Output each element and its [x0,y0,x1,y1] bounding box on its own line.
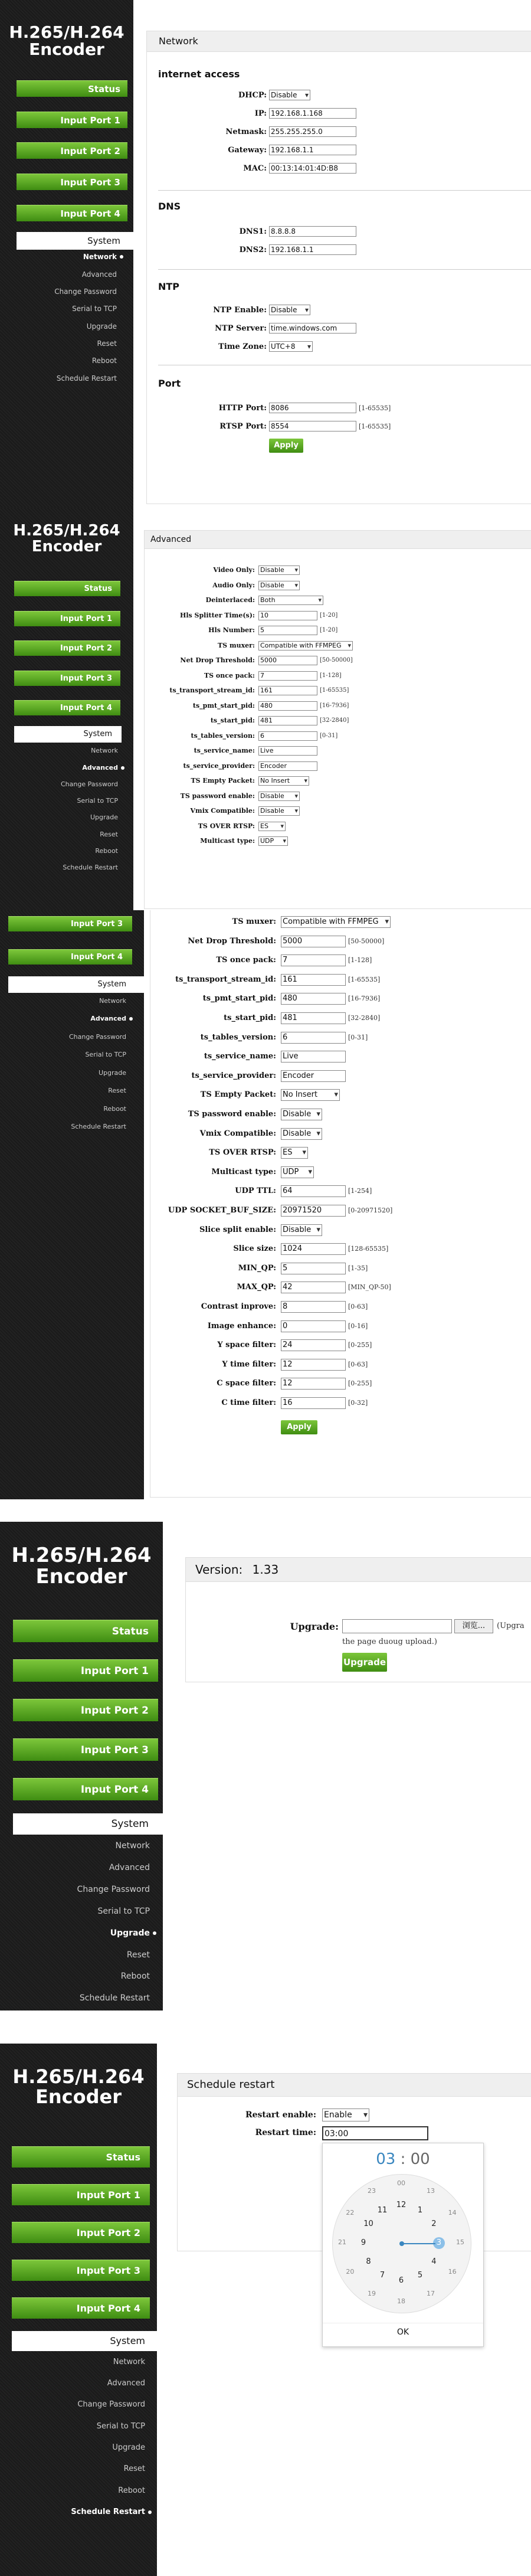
nav-input-port-3[interactable]: Input Port 3 [12,2260,150,2281]
logo-line2: Encoder [29,40,104,60]
nav-schedule-restart[interactable]: Schedule Restart [56,374,117,383]
clock-hour-option[interactable]: 19 [368,2289,376,2297]
ts-tables-version-label: ts_tables_version: [200,1032,276,1042]
ts-tables-version-input[interactable]: 6 [258,731,317,741]
apply-button[interactable]: Apply [281,1420,317,1434]
nav-change-password[interactable]: Change Password [69,1033,126,1041]
upgrade-button[interactable]: Upgrade [342,1653,387,1672]
nav-input-port-1[interactable]: Input Port 1 [12,2184,150,2205]
nav-system[interactable]: System [13,1813,163,1835]
ts-start-pid-input[interactable]: 481 [258,716,317,725]
clock-hour-option[interactable]: 7 [379,2271,385,2280]
section-port: Port [158,378,181,389]
net-drop-label: Net Drop Threshold: [188,936,276,946]
ts-stream-id-input[interactable]: 161 [258,686,317,695]
net-drop-input[interactable]: 5000 [281,936,346,947]
logo-line1: H.265/H.264 [12,2065,145,2088]
sidebar [0,910,144,1499]
nav-reset[interactable]: Reset [97,339,117,348]
nav-input-port-1[interactable]: Input Port 1 [14,611,120,626]
max-qp-hint: [MIN_QP-50] [348,1283,391,1292]
restart-enable-label: Restart enable: [245,2110,316,2120]
nav-change-password[interactable]: Change Password [54,287,117,296]
clock-hour-option[interactable]: 00 [397,2179,405,2187]
nav-upgrade[interactable]: Upgrade [86,322,117,331]
ip-label: IP: [254,109,267,118]
dns1-label: DNS1: [239,227,267,236]
clock-hour-option[interactable]: 3 [433,2237,445,2249]
nav-input-port-2[interactable]: Input Port 2 [17,142,127,159]
ts-service-provider-input[interactable]: Encoder [281,1070,346,1082]
nav-input-port-3[interactable]: Input Port 3 [17,174,127,190]
ntp-server-label: NTP Server: [215,324,267,333]
clock-hand [401,2243,435,2244]
y-time-hint: [0-63] [348,1360,368,1368]
section-internet-access: internet access [158,68,240,80]
restart-time-label: Restart time: [255,2128,316,2137]
ts-pmt-pid-input[interactable]: 480 [258,701,317,711]
nav-status[interactable]: Status [14,581,120,596]
deinterlaced-label: Deinterlaced: [205,596,255,604]
clock-hour-option[interactable]: 13 [427,2187,435,2195]
image-enhance-input[interactable]: 0 [281,1320,346,1332]
ts-service-provider-label: ts_service_provider: [191,1071,276,1080]
multicast-select[interactable]: UDP ▾ [258,836,288,846]
nav-change-password[interactable]: Change Password [61,780,118,788]
ts-stream-id-hint: [1-65535] [320,687,349,694]
hls-number-hint: [1-20] [320,627,338,633]
ts-pmt-pid-input[interactable]: 480 [281,993,346,1005]
ts-service-name-input[interactable]: Live [258,746,317,756]
y-space-hint: [0-255] [348,1341,372,1349]
panel-title [186,1558,531,1582]
ts-once-pack-input[interactable]: 7 [281,954,346,966]
screenshot-network [0,0,531,508]
clock-display [323,2150,483,2168]
nav-change-password[interactable]: Change Password [77,1885,150,1894]
file-path-input[interactable] [342,1619,452,1633]
ts-password-label: TS password enable: [188,1110,276,1119]
udp-buf-hint: [0-20971520] [348,1207,393,1214]
app-logo [0,1545,163,1587]
c-time-hint: [0-32] [348,1399,368,1407]
logo-line1: H.265/H.264 [13,522,120,540]
clock-hour-option[interactable]: 21 [338,2238,346,2246]
nav-network[interactable]: Network [113,2358,145,2366]
clock-hour-option[interactable]: 18 [397,2297,405,2305]
gateway-input[interactable]: 192.168.1.1 [269,145,356,155]
nav-serial-to-tcp[interactable]: Serial to TCP [77,797,118,805]
nav-input-port-3[interactable]: Input Port 3 [8,916,132,931]
nav-reset[interactable]: Reset [100,831,118,838]
http-port-hint: [1-65535] [359,404,391,412]
slice-split-select[interactable]: Disable ▾ [281,1224,322,1236]
ts-once-pack-hint: [1-128] [320,672,342,679]
audio-only-label: Audio Only: [212,581,255,589]
ts-once-pack-hint: [1-128] [348,956,372,965]
sidebar [0,2044,157,2576]
ts-over-rtsp-select[interactable]: ES ▾ [258,822,286,831]
udp-ttl-input[interactable]: 64 [281,1185,346,1197]
ts-service-name-label: ts_service_name: [194,747,255,754]
udp-ttl-label: UDP TTL: [235,1186,276,1196]
section-dns: DNS [158,201,181,212]
net-drop-hint: [50-50000] [320,657,353,663]
restart-enable-select[interactable]: Enable ▾ [322,2108,369,2121]
ts-pmt-pid-hint: [16-7936] [320,702,349,709]
app-logo [0,2067,157,2107]
sidebar [0,1522,163,2011]
nav-input-port-4[interactable]: Input Port 4 [17,205,127,221]
nav-input-port-3[interactable]: Input Port 3 [14,671,120,686]
http-port-input[interactable]: 8086 [269,403,356,413]
ts-muxer-label: TS muxer: [232,917,276,926]
image-enhance-hint: [0-16] [348,1322,368,1330]
multicast-label: Multicast type: [211,1167,276,1176]
hls-time-input[interactable]: 10 [258,611,317,620]
multicast-label: Multicast type: [200,837,255,845]
logo-line1: H.265/H.264 [11,1544,152,1567]
upgrade-hint-tail: (Upgra [497,1622,525,1630]
nav-upgrade[interactable]: Upgrade [98,1069,126,1077]
c-space-label: C space filter: [217,1379,276,1388]
contrast-input[interactable]: 8 [281,1301,346,1313]
udp-ttl-hint: [1-254] [348,1187,372,1195]
panel-title: Schedule restart [178,2074,531,2097]
screenshot-upgrade [0,1522,531,2011]
divider [158,269,531,270]
nav-input-port-2[interactable]: Input Port 2 [14,640,120,656]
section-ntp: NTP [158,281,180,292]
y-space-input[interactable]: 24 [281,1339,346,1351]
net-drop-input[interactable]: 5000 [258,656,317,665]
hls-time-hint: [1-20] [320,612,338,619]
ts-empty-packet-label: TS Empty Packet: [200,1090,276,1100]
ts-start-pid-hint: [32-2840] [320,717,349,724]
nav-schedule-restart[interactable]: Schedule Restart [71,2508,145,2516]
nav-network[interactable]: Network [91,747,118,754]
version-label: Version: [195,1562,243,1577]
clock-hour-option[interactable]: 9 [360,2238,366,2247]
netmask-label: Netmask: [225,128,267,136]
ts-service-provider-input[interactable]: Encoder [258,761,317,771]
nav-input-port-1[interactable]: Input Port 1 [17,112,127,128]
nav-network[interactable]: Network [99,997,126,1005]
netmask-input[interactable]: 255.255.255.0 [269,126,356,137]
vmix-select[interactable]: Disable ▾ [258,806,300,816]
nav-input-port-4[interactable]: Input Port 4 [14,700,120,715]
nav-input-port-4[interactable]: Input Port 4 [13,1778,158,1800]
udp-buf-input[interactable]: 20971520 [281,1205,346,1217]
nav-change-password[interactable]: Change Password [77,2400,145,2409]
vmix-label: Vmix Compatible: [199,1129,276,1138]
c-space-input[interactable]: 12 [281,1378,346,1390]
video-only-label: Video Only: [213,566,255,574]
ts-pmt-pid-hint: [16-7936] [348,995,381,1003]
panel-title: Network [147,31,531,52]
clock-hour-option[interactable]: 22 [346,2209,355,2217]
hls-number-label: Hls Number: [208,626,255,634]
nav-input-port-3[interactable]: Input Port 3 [13,1738,158,1761]
nav-system[interactable]: System [17,232,133,250]
slice-size-hint: [128-65535] [348,1245,389,1253]
nav-status[interactable]: Status [17,80,127,97]
nav-system[interactable]: System [14,726,122,743]
nav-system[interactable]: System [8,976,144,993]
nav-upgrade[interactable]: Upgrade [90,813,118,821]
nav-advanced[interactable]: Advanced [90,1015,126,1022]
contrast-label: Contrast inprove: [201,1302,276,1311]
net-drop-label: Net Drop Threshold: [180,656,255,664]
ts-pmt-pid-label: ts_pmt_start_pid: [192,701,255,710]
min-qp-input[interactable]: 5 [281,1263,346,1274]
nav-serial-to-tcp[interactable]: Serial to TCP [96,2422,145,2431]
vmix-label: Vmix Compatible: [190,807,255,815]
net-drop-hint: [50-50000] [348,937,385,945]
ntp-server-input[interactable]: time.windows.com [269,323,356,334]
sidebar [0,508,133,910]
ts-service-provider-label: ts_service_provider: [183,761,255,770]
vmix-select[interactable]: Disable ▾ [281,1128,322,1140]
nav-advanced[interactable]: Advanced [109,1863,150,1872]
udp-buf-label: UDP SOCKET_BUF_SIZE: [168,1206,276,1215]
rtsp-port-label: RTSP Port: [219,422,267,431]
dns2-label: DNS2: [239,246,267,254]
clock-hour-option[interactable]: 16 [448,2268,457,2276]
clock-center-dot [399,2241,404,2246]
ts-muxer-label: TS muxer: [217,641,255,649]
panel-title: Advanced [145,531,531,549]
c-space-hint: [0-255] [348,1379,372,1388]
max-qp-input[interactable]: 42 [281,1282,346,1293]
logo-line1: H.265/H.264 [9,22,124,42]
ts-pmt-pid-label: ts_pmt_start_pid: [202,994,276,1003]
nav-upgrade[interactable]: Upgrade [112,2443,145,2452]
nav-input-port-4[interactable]: Input Port 4 [12,2297,150,2319]
clock-hour-option[interactable]: 6 [398,2276,404,2285]
nav-status[interactable]: Status [12,2146,150,2168]
clock-hour-option[interactable]: 2 [431,2219,437,2228]
nav-upgrade[interactable]: Upgrade [110,1928,150,1938]
nav-status[interactable]: Status [13,1620,158,1642]
ts-once-pack-label: TS once pack: [216,956,276,965]
nav-reboot[interactable]: Reboot [120,1972,150,1981]
image-enhance-label: Image enhance: [207,1321,276,1331]
nav-input-port-1[interactable]: Input Port 1 [13,1659,158,1682]
dhcp-select[interactable]: Disable ▾ [269,90,310,100]
nav-reset[interactable]: Reset [126,1950,150,1960]
c-time-label: C time filter: [221,1398,276,1407]
clock-hour-option[interactable]: 20 [346,2268,355,2276]
contrast-hint: [0-63] [348,1303,368,1310]
clock-picker [322,2143,484,2347]
app-logo [0,24,133,58]
ts-stream-id-hint: [1-65535] [348,975,381,983]
slice-split-label: Slice split enable: [199,1225,276,1234]
clock-minute[interactable]: 00 [410,2150,430,2168]
ts-stream-id-label: ts_transport_stream_id: [175,975,276,984]
mac-label: MAC: [243,164,267,173]
nav-serial-to-tcp[interactable]: Serial to TCP [85,1051,126,1058]
ts-password-select[interactable]: Disable ▾ [258,792,300,801]
dns1-input[interactable]: 8.8.8.8 [269,226,356,237]
nav-input-port-2[interactable]: Input Port 2 [12,2222,150,2243]
clock-hour-option[interactable]: 12 [396,2201,407,2209]
nav-advanced[interactable]: Advanced [107,2379,145,2388]
nav-schedule-restart[interactable]: Schedule Restart [63,864,118,871]
restart-time-input[interactable]: 03:00 [322,2126,428,2140]
nav-reboot[interactable]: Reboot [91,357,117,365]
logo-line2: Encoder [31,538,102,556]
ts-start-pid-label: ts_start_pid: [210,717,255,724]
slice-size-label: Slice size: [233,1244,276,1254]
logo-line2: Encoder [35,2085,122,2108]
ts-password-label: TS password enable: [180,792,255,800]
deinterlaced-select[interactable]: Both ▾ [258,596,323,605]
ts-tables-version-hint: [0-31] [320,732,338,739]
version-value: 1.33 [252,1562,279,1577]
upgrade-hint: the page duoug upload.) [342,1637,437,1646]
nav-advanced[interactable]: Advanced [82,764,118,772]
audio-only-select[interactable]: Disable ▾ [258,581,300,590]
ts-empty-packet-label: TS Empty Packet: [191,777,255,784]
ts-once-pack-input[interactable]: 7 [258,671,317,681]
nav-serial-to-tcp[interactable]: Serial to TCP [97,1907,150,1916]
nav-network[interactable]: Network [83,253,117,261]
sidebar [0,0,133,508]
clock-hour[interactable]: 03 [376,2150,396,2168]
video-only-select[interactable]: Disable ▾ [258,565,300,575]
min-qp-label: MIN_QP: [238,1263,276,1273]
nav-reset[interactable]: Reset [108,1087,126,1094]
clock-separator: : [400,2150,406,2168]
nav-schedule-restart[interactable]: Schedule Restart [71,1123,126,1130]
clock-hour-option[interactable]: 8 [366,2257,371,2266]
clock-hour-option[interactable]: 1 [417,2205,423,2215]
logo-line2: Encoder [35,1564,127,1588]
upgrade-label: Upgrade: [290,1621,339,1632]
clock-hour-option[interactable]: 15 [456,2238,464,2246]
nav-input-port-4[interactable]: Input Port 4 [8,949,132,965]
clock-ok-button[interactable]: OK [323,2323,483,2341]
multicast-select[interactable]: UDP ▾ [281,1166,314,1178]
ts-stream-id-label: ts_transport_stream_id: [169,687,255,694]
clock-hour-option[interactable]: 23 [368,2187,376,2195]
rtsp-port-input[interactable]: 8554 [269,421,356,431]
ts-over-rtsp-select[interactable]: ES ▾ [281,1147,308,1159]
mac-input[interactable]: 00:13:14:01:4D:B8 [269,163,356,174]
nav-reboot[interactable]: Reboot [118,2486,145,2495]
ts-over-rtsp-label: TS OVER RTSP: [209,1148,276,1158]
screenshot-advanced [0,508,531,910]
slice-size-input[interactable]: 1024 [281,1243,346,1255]
screenshot-schedule-restart [0,2044,531,2576]
ts-tables-version-input[interactable]: 6 [281,1032,346,1044]
nav-serial-to-tcp[interactable]: Serial to TCP [72,305,117,313]
ts-stream-id-input[interactable]: 161 [281,974,346,986]
rtsp-port-hint: [1-65535] [359,423,391,430]
ts-once-pack-label: TS once pack: [204,671,255,679]
ts-password-select[interactable]: Disable ▾ [281,1109,322,1120]
ts-empty-packet-select[interactable]: No Insert ▾ [281,1089,340,1101]
ts-tables-version-hint: [0-31] [348,1033,368,1041]
ip-input[interactable]: 192.168.1.168 [269,108,356,119]
ntp-enable-select[interactable]: Disable ▾ [269,305,310,315]
time-zone-select[interactable]: UTC+8 ▾ [269,341,313,352]
browse-button[interactable]: 浏览... [454,1619,493,1633]
ts-tables-version-label: ts_tables_version: [191,731,255,740]
ts-start-pid-hint: [32-2840] [348,1014,381,1022]
ts-empty-packet-select[interactable]: No Insert ▾ [258,776,309,786]
clock-hour-option[interactable]: 5 [417,2271,423,2280]
clock-hour-option[interactable]: 11 [377,2205,388,2215]
time-zone-label: Time Zone: [218,342,267,351]
hls-time-label: Hls Splitter Time(s): [179,611,255,619]
ts-start-pid-label: ts_start_pid: [224,1014,276,1022]
ts-over-rtsp-label: TS OVER RTSP: [198,822,255,830]
clock-hour-option[interactable]: 17 [427,2289,435,2297]
divider [158,190,531,191]
max-qp-label: MAX_QP: [237,1283,276,1292]
nav-reboot[interactable]: Reboot [103,1105,126,1113]
clock-hour-option[interactable]: 4 [431,2257,437,2266]
min-qp-hint: [1-35] [348,1264,368,1272]
nav-system[interactable]: System [12,2331,157,2351]
nav-reset[interactable]: Reset [123,2464,145,2473]
dns2-input[interactable]: 192.168.1.1 [269,244,356,255]
y-time-input[interactable]: 12 [281,1359,346,1371]
ntp-enable-label: NTP Enable: [213,306,267,315]
nav-input-port-2[interactable]: Input Port 2 [13,1699,158,1721]
ts-service-name-input[interactable]: Live [281,1051,346,1063]
app-logo [0,523,133,555]
y-time-label: Y time filter: [222,1359,276,1369]
ts-muxer-select[interactable]: Compatible with FFMPEG ▾ [258,641,353,650]
c-time-input[interactable]: 16 [281,1397,346,1409]
network-panel [146,31,531,504]
http-port-label: HTTP Port: [218,404,267,413]
clock-hour-option[interactable]: 10 [363,2219,373,2228]
nav-advanced[interactable]: Advanced [81,270,117,279]
dhcp-label: DHCP: [238,91,267,100]
screenshot-advanced-scrolled [0,910,531,1499]
ts-start-pid-input[interactable]: 481 [281,1012,346,1024]
clock-hour-option[interactable]: 14 [448,2209,457,2217]
nav-network[interactable]: Network [115,1841,150,1851]
nav-schedule-restart[interactable]: Schedule Restart [79,1993,150,2003]
y-space-label: Y space filter: [217,1341,276,1350]
gateway-label: Gateway: [228,146,267,155]
ts-service-name-label: ts_service_name: [204,1052,276,1061]
nav-reboot[interactable]: Reboot [95,847,118,855]
apply-button[interactable]: Apply [269,439,303,453]
ts-muxer-select[interactable]: Compatible with FFMPEG ▾ [281,916,391,928]
hls-number-input[interactable]: 5 [258,626,317,635]
